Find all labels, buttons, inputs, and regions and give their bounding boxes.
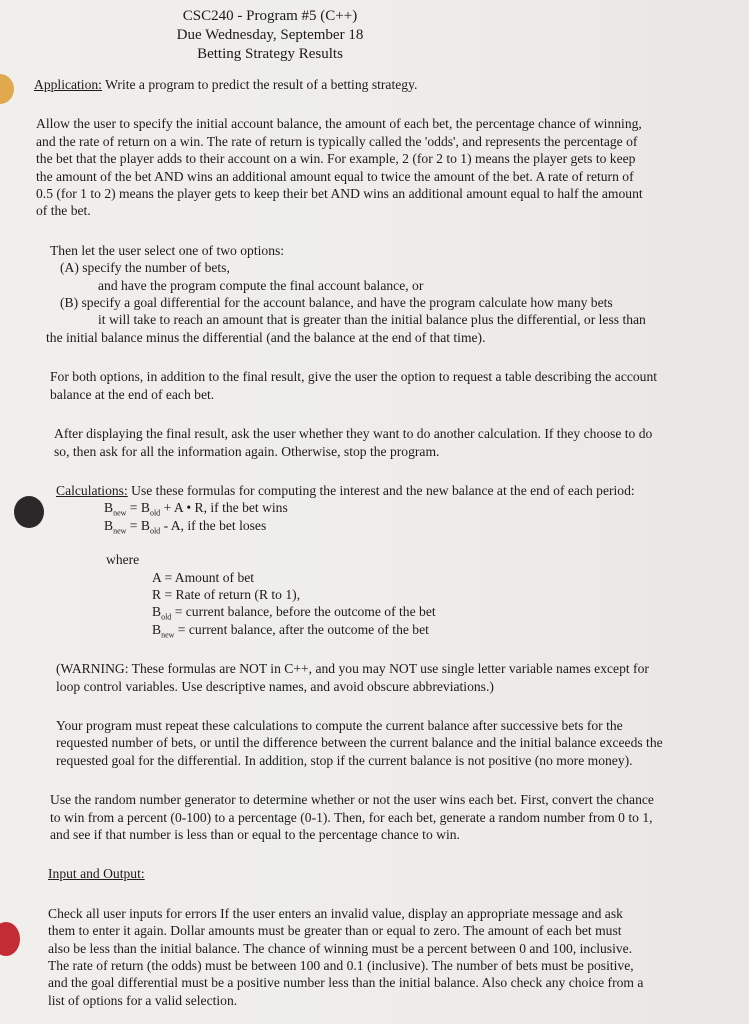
paragraph-line: Allow the user to specify the initial account balance, the amount of each bet, the percentage chance of winning, [36, 116, 642, 132]
paragraph-line: and the rate of return on a win. The rate of return is typically called the 'odds', and represents the percentage of [36, 133, 638, 149]
calculations-section [34, 482, 742, 638]
paragraph-line: to win from a percent (0-100) to a percentage (0-1). Then, for each bet, generate a random number from 0 to 1, [50, 809, 653, 825]
io-line: list of options for a valid selection. [48, 992, 238, 1008]
paragraph-line: Use the random number generator to determine whether or not the user wins each bet. First, convert the chance [50, 792, 654, 808]
due-date: Due Wednesday, September 18 [176, 27, 364, 43]
definition-r: R = Rate of return (R to 1), [152, 586, 301, 602]
formula-subscript: new [113, 526, 127, 536]
application-line [34, 76, 742, 93]
definition-a: A = Amount of bet [152, 569, 255, 585]
formula-text: - A, if the bet loses [160, 517, 267, 533]
option-b-line: it will take to reach an amount that is greater than the initial balance plus the differential, or less than [98, 312, 646, 328]
paragraph-after [34, 425, 742, 460]
assignment-header [140, 7, 400, 64]
formula-symbol: B [152, 621, 162, 637]
io-heading: Input and Output: [48, 866, 145, 882]
paragraph-repeat [34, 717, 742, 769]
calculations-line [56, 482, 742, 499]
paragraph-random [34, 791, 742, 843]
paragraph-line: so, then ask for all the information again. Otherwise, stop the program. [54, 443, 440, 459]
spacer [34, 843, 742, 865]
paragraph-line: For both options, in addition to the final result, give the user the option to request a table describing the account [50, 369, 658, 385]
assignment-title: Betting Strategy Results [197, 46, 343, 62]
spacer [34, 460, 742, 482]
formula-symbol: B [104, 500, 114, 516]
spacer [34, 638, 742, 660]
where-label: where [106, 552, 140, 568]
spacer [56, 534, 742, 551]
spacer [34, 403, 742, 425]
definition-b-old [56, 603, 742, 623]
option-b-line: the initial balance minus the differential (and the balance at the end of that time). [46, 329, 486, 345]
paragraph-warning [34, 660, 742, 695]
paragraph-line: the amount of the bet AND wins an additional amount equal to twice the amount of the bet. A rate of return of [36, 168, 634, 184]
io-line: The rate of return (the odds) must be between 100 and 0.1 (inclusive). The number of bets must be positive, [48, 958, 634, 974]
paragraph-line: the bet that the player adds to their account on a win. For example, 2 (for 2 to 1) means the player gets to keep [36, 151, 636, 167]
option-b-line: (B) specify a goal differential for the account balance, and have the program calculate how many bets [60, 295, 613, 311]
paragraph-both [34, 368, 742, 403]
binder-hole-top [0, 74, 14, 104]
paragraph-line: After displaying the final result, ask the user whether they want to do another calculation. If they choose to do [54, 426, 653, 442]
formula-text: = current balance, after the outcome of the bet [174, 621, 429, 637]
formula-subscript: new [113, 509, 127, 519]
paragraph-options [34, 242, 742, 346]
definition-b-new [56, 621, 742, 638]
spacer [34, 769, 742, 791]
option-a-line: (A) specify the number of bets, [60, 260, 230, 276]
options-intro: Then let the user select one of two options: [50, 242, 285, 258]
formula-lose [56, 517, 742, 534]
io-line: them to enter it again. Dollar amounts must be greater than or equal to zero. The amount of each bet must [48, 923, 622, 939]
application-intro: Write a program to predict the result of a betting strategy. [105, 77, 418, 92]
binder-hole-bottom [0, 922, 20, 956]
formula-win [56, 499, 742, 519]
paragraph-line: and see if that number is less than or equal to the percentage chance to win. [50, 827, 460, 842]
paragraph-line: requested number of bets, or until the difference between the current balance and the initial balance exceeds the [56, 735, 663, 751]
paragraph-allow [34, 115, 742, 219]
io-line: also be less than the initial balance. The chance of winning must be a percent between 0 and 100, inclusive. [48, 940, 633, 956]
io-line: Check all user inputs for errors If the user enters an invalid value, display an appropriate message and ask [48, 905, 623, 921]
paragraph-line: of the bet. [36, 203, 91, 219]
calculations-heading: Calculations: [56, 482, 128, 498]
spacer [48, 883, 742, 905]
calculations-intro: Use these formulas for computing the interest and the new balance at the end of each period: [131, 482, 635, 498]
assignment-body [34, 76, 742, 1009]
option-a-line: and have the program compute the final account balance, or [98, 277, 424, 293]
spacer [34, 220, 742, 242]
spacer [34, 93, 742, 115]
formula-subscript: new [161, 630, 175, 640]
formula-subscript: old [149, 509, 161, 519]
spacer [34, 695, 742, 717]
formula-symbol: = B [126, 500, 150, 516]
formula-symbol: B [152, 604, 162, 620]
course-title: CSC240 - Program #5 (C++) [182, 8, 358, 24]
formula-text: + A • R, if the bet wins [160, 500, 288, 516]
paragraph-line: balance at the end of each bet. [50, 386, 215, 402]
formula-symbol: = B [126, 517, 150, 533]
paragraph-line: (WARNING: These formulas are NOT in C++, and you may NOT use single letter variable names except for [56, 661, 649, 677]
spacer [34, 346, 742, 368]
formula-text: = current balance, before the outcome of the bet [171, 604, 436, 620]
io-section [34, 865, 742, 1009]
paragraph-line: 0.5 (for 1 to 2) means the player gets to keep their bet AND wins an additional amount equal to half the amount [36, 186, 643, 202]
formula-subscript: old [149, 526, 161, 536]
formula-symbol: B [104, 517, 114, 533]
paragraph-line: requested goal for the differential. In addition, stop if the current balance is not positive (no more money). [56, 752, 633, 768]
application-heading: Application: [34, 77, 102, 92]
paragraph-line: loop control variables. Use descriptive names, and avoid obscure abbreviations.) [56, 678, 494, 694]
paragraph-line: Your program must repeat these calculations to compute the current balance after successive bets for the [56, 717, 623, 733]
formula-subscript: old [161, 613, 172, 623]
io-line: and the goal differential must be a positive number less than the initial balance. Also check any choice from a [48, 975, 644, 991]
